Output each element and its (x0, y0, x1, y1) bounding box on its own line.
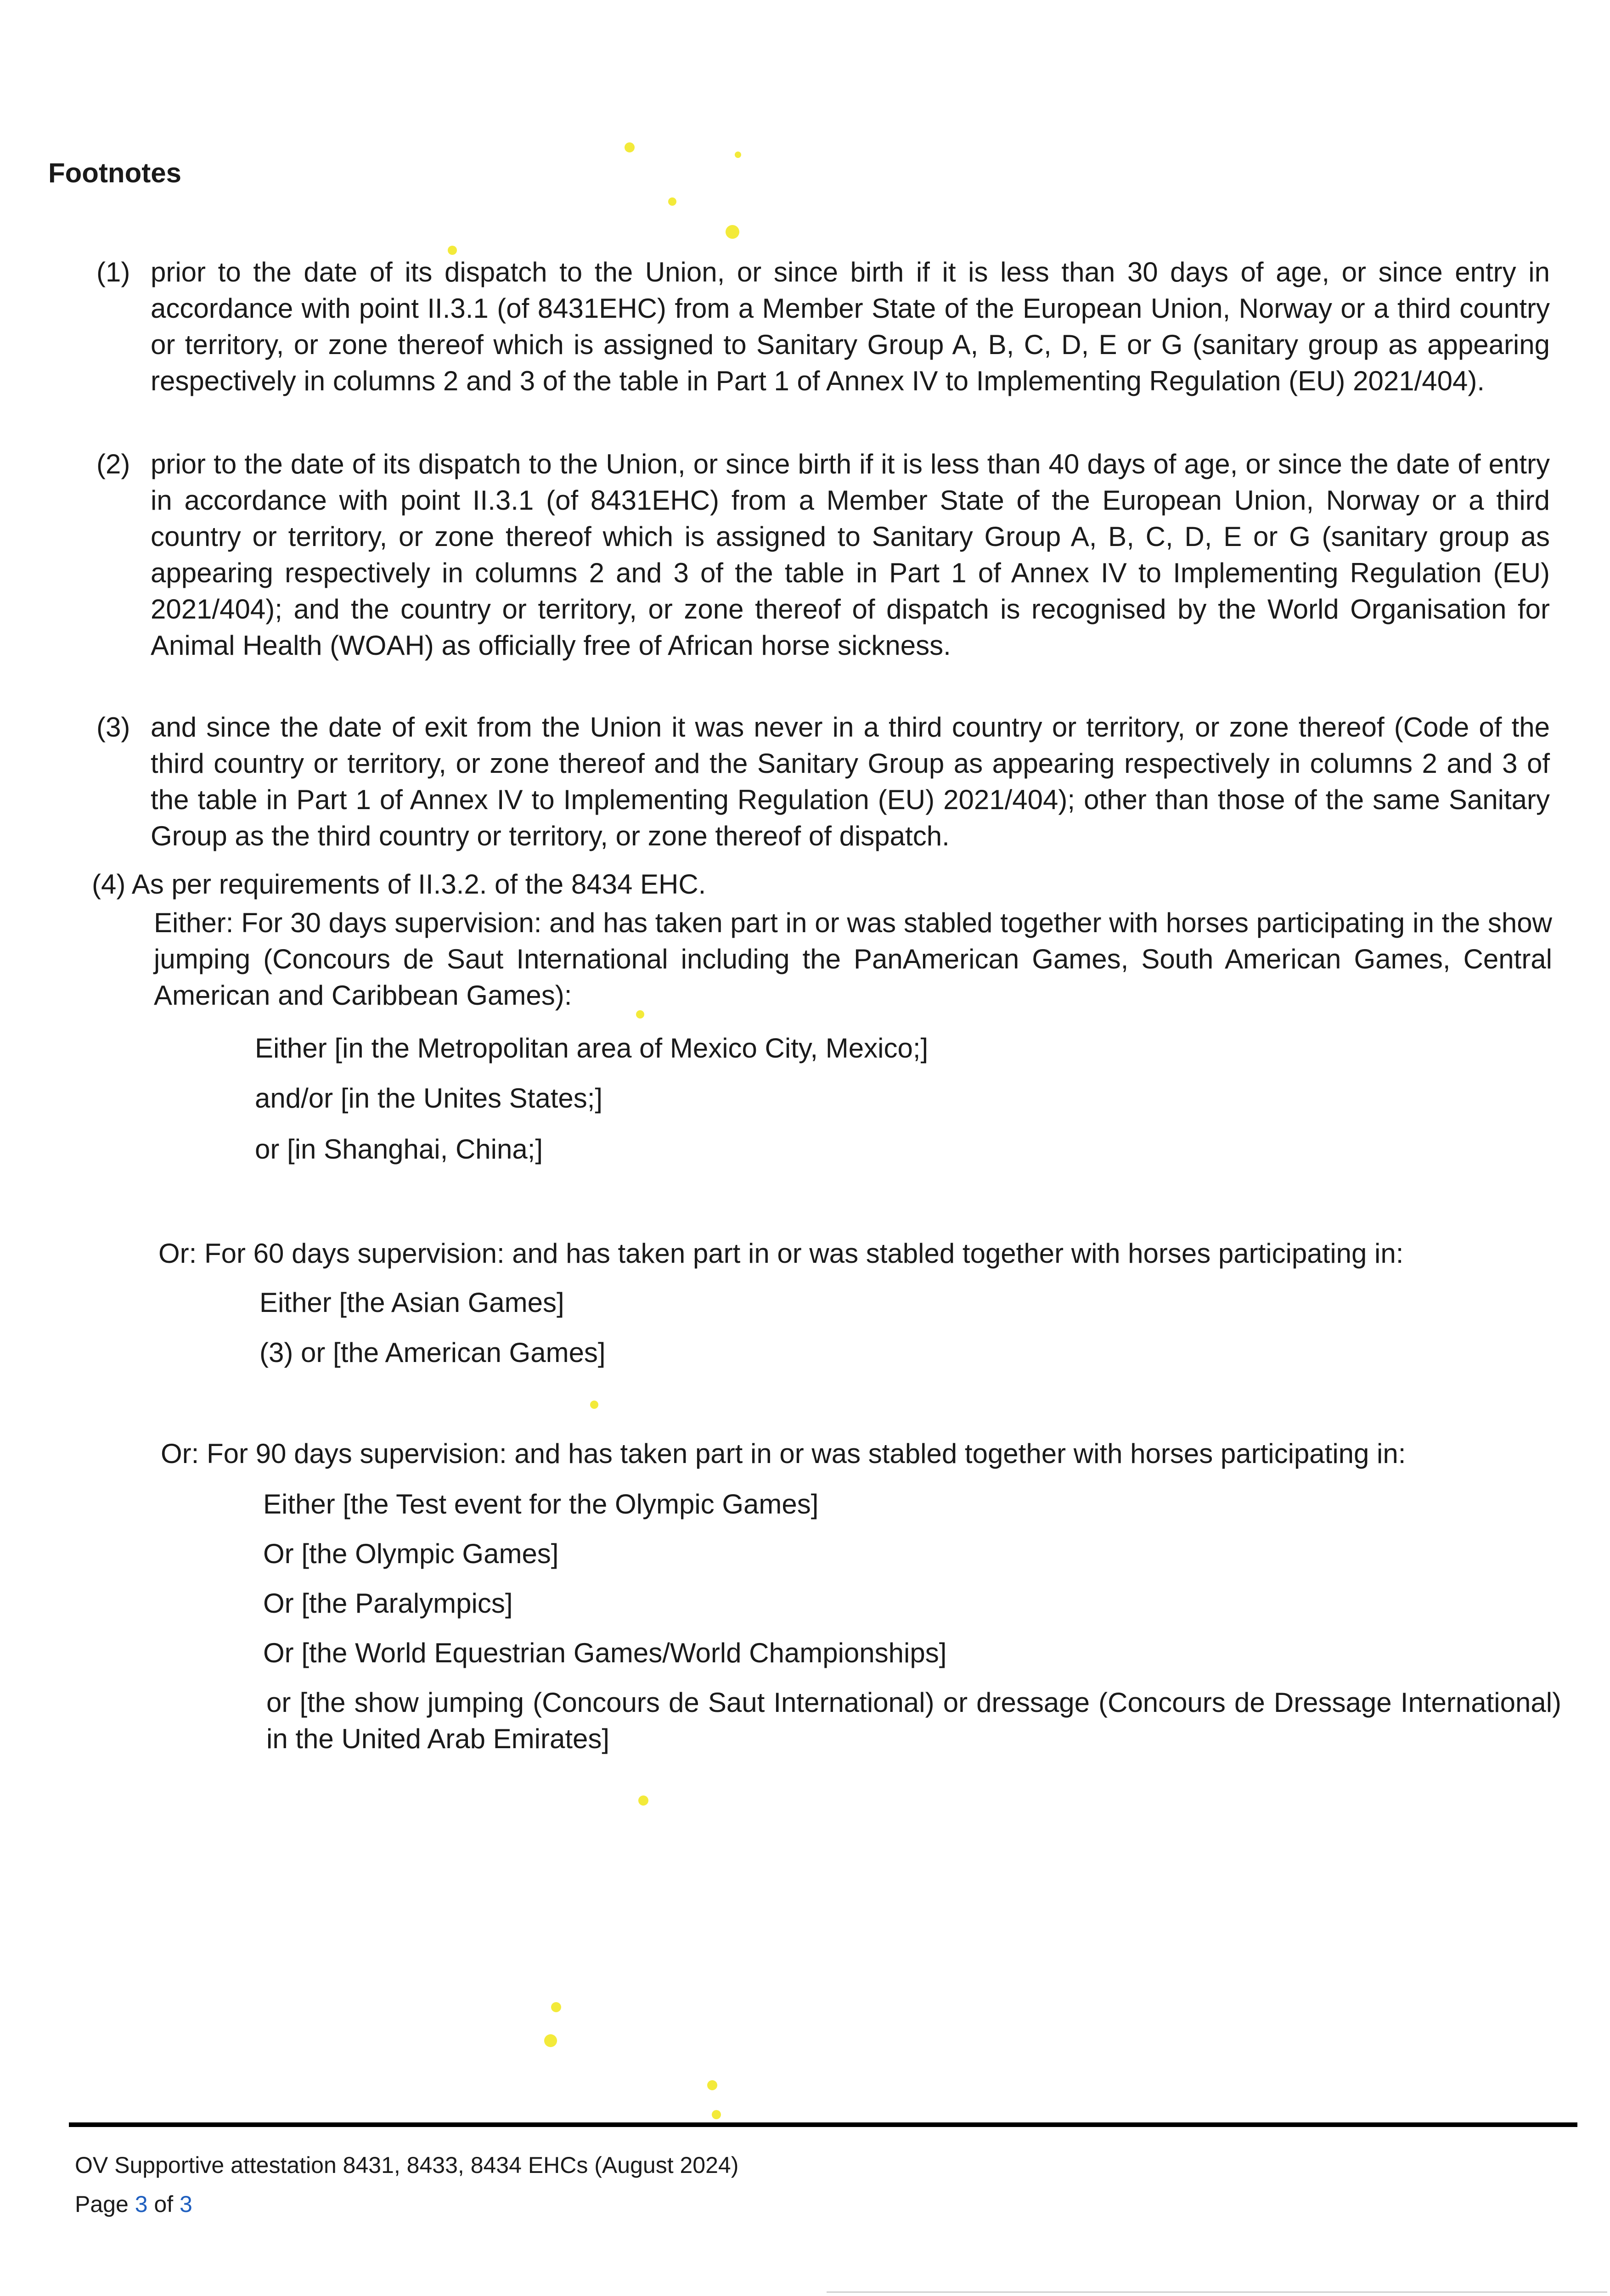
scan-speck (551, 2002, 561, 2012)
page-current: 3 (135, 2191, 148, 2217)
page-total: 3 (180, 2191, 192, 2217)
supervision-90-option: or [the show jumping (Concours de Saut International) or dressage (Concours de Dressage International) in the United Arab Emirates] (266, 1687, 1561, 1754)
supervision-90-option: Either [the Test event for the Olympic Games] (263, 1489, 819, 1519)
footnote-number: (3) (96, 712, 130, 743)
footnote-number: (2) (96, 449, 130, 479)
footnote-3 (96, 709, 1550, 854)
page-number (75, 2190, 192, 2218)
supervision-30-option: and/or [in the Unites States;] (255, 1083, 603, 1114)
page-separator: of (154, 2191, 174, 2217)
footnote-text: prior to the date of its dispatch to the Union, or since birth if it is less than 40 days of age, or since the date of entry in accordance with point II.3.1 (of 8431EHC) from a Member State of the European Union, Norway or a third country or territory, or zone thereof which is assigned to Sanitary Group A, B, C, D, E or G (sanitary group as appearing respectively in columns 2 and 3 of the table in Part 1 of Annex IV to Implementing Regulation (EU) 2021/404); and the country or territory, or zone thereof of dispatch is recognised by the World Organisation for Animal Health (WOAH) as officially free of African horse sickness. (151, 449, 1550, 661)
supervision-90-option: Or [the Paralympics] (263, 1588, 513, 1619)
scan-speck (726, 225, 739, 239)
supervision-60-intro: Or: For 60 days supervision: and has taken part in or was stabled together with horses participating in: (158, 1238, 1404, 1269)
page-prefix: Page (75, 2191, 129, 2217)
footnote-1 (96, 254, 1550, 399)
footnote-number: (1) (96, 257, 130, 287)
supervision-30-intro: Either: For 30 days supervision: and has taken part in or was stabled together with horses participating in the show jumping (Concours de Saut International including the PanAmerican Games, South American Games, Central American and Caribbean Games): (154, 907, 1552, 1011)
scan-speck (712, 2110, 721, 2119)
scan-speck (707, 2080, 717, 2090)
footnotes-heading: Footnotes (48, 158, 181, 188)
scan-speck (668, 197, 676, 206)
scan-speck (625, 142, 635, 152)
scan-speck (590, 1401, 598, 1409)
footnote-text: prior to the date of its dispatch to the Union, or since birth if it is less than 30 days of age, or since entry in accordance with point II.3.1 (of 8431EHC) from a Member State of the European Union, Norway or a third country or territory, or zone thereof which is assigned to Sanitary Group A, B, C, D, E or G (sanitary group as appearing respectively in columns 2 and 3 of the table in Part 1 of Annex IV to Implementing Regulation (EU) 2021/404). (151, 257, 1550, 396)
supervision-60-option: (3) or [the American Games] (259, 1337, 606, 1368)
footnote-4-label: (4) As per requirements of II.3.2. of the 8434 EHC. (92, 869, 706, 900)
supervision-90-option: Or [the World Equestrian Games/World Championships] (263, 1638, 947, 1668)
supervision-90-option: Or [the Olympic Games] (263, 1538, 559, 1569)
supervision-90-intro: Or: For 90 days supervision: and has taken part in or was stabled together with horses participating in: (161, 1438, 1406, 1469)
scan-speck (735, 152, 741, 158)
supervision-60-option: Either [the Asian Games] (259, 1287, 564, 1318)
footer-title: OV Supportive attestation 8431, 8433, 8434 EHCs (August 2024) (75, 2152, 739, 2178)
footnote-text: and since the date of exit from the Union it was never in a third country or territory, or zone thereof (Code of the third country or territory, or zone thereof and the Sanitary Group as appearing respectively in columns 2 and 3 of the table in Part 1 of Annex IV to Implementing Regulation (EU) 2021/404); other than those of the same Sanitary Group as the third country or territory, or zone thereof of dispatch. (151, 712, 1550, 851)
footer-divider (69, 2122, 1577, 2127)
scan-edge-line (827, 2291, 1607, 2293)
scan-speck (448, 246, 457, 255)
supervision-30-option: or [in Shanghai, China;] (255, 1134, 543, 1165)
scan-speck (544, 2034, 557, 2047)
supervision-30-option: Either [in the Metropolitan area of Mexico City, Mexico;] (255, 1033, 929, 1064)
footnote-2 (96, 446, 1550, 664)
scan-speck (638, 1795, 648, 1806)
